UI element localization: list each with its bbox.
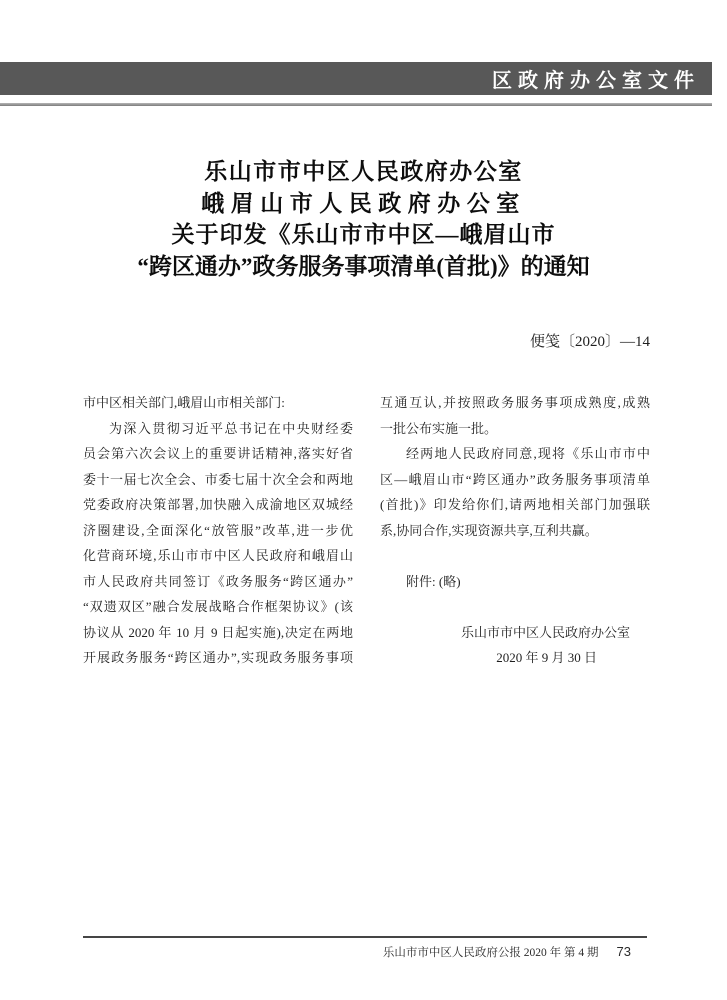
signature-date: 2020 年 9 月 30 日 [496, 650, 597, 665]
title-line-2: 峨眉山市人民政府办公室 [201, 190, 526, 216]
title-line-4: “跨区通办”政务服务事项清单(首批)》的通知 [137, 253, 590, 279]
banner-divider [0, 103, 712, 106]
body-line: 党委政府决策部署,加快融入成渝地区双城经 [83, 497, 353, 512]
document-number: 便笺〔2020〕—14 [529, 334, 650, 350]
header-banner [0, 62, 712, 95]
body-line: 委十一届七次全会、市委七届十次全会和两地 [83, 471, 353, 487]
body-line: 互通互认,并按照政务服务事项成熟度,成熟 [380, 395, 650, 410]
body-line: “双遗双区”融合发展战略合作框架协议》(该 [83, 599, 353, 614]
gazette-title: 乐山市市中区人民政府公报 2020 年 第 4 期 [382, 947, 599, 959]
body-line: 员会第六次会议上的重要讲话精神,落实好省 [83, 446, 353, 461]
body-line: (首批)》印发给你们,请两地相关部门加强联 [380, 497, 650, 512]
blank-line [380, 543, 650, 569]
left-column [83, 390, 353, 671]
title-line-3: 关于印发《乐山市市中区—峨眉山市 [171, 222, 556, 247]
body-line: 经两地人民政府同意,现将《乐山市市中 [406, 446, 650, 461]
attachment-note: 附件: (略) [406, 573, 461, 589]
banner-title: 区政府办公室文件 [492, 70, 700, 92]
body-line: 一批公布实施一批。 [380, 420, 498, 436]
body-line: 系,协同合作,实现资源共享,互利共赢。 [380, 522, 598, 538]
body-line: 为深入贯彻习近平总书记在中央财经委 [109, 420, 353, 436]
signature-office: 乐山市市中区人民政府办公室 [460, 624, 630, 640]
footer-divider [83, 936, 647, 938]
document-body [83, 390, 650, 671]
blank-line [380, 594, 650, 620]
page-footer [83, 944, 647, 960]
body-line: 市人民政府共同签订《政务服务“跨区通办” [83, 573, 353, 589]
page-number: 73 [616, 944, 631, 959]
body-line: 济圈建设,全面深化“放管服”改革,进一步优 [83, 522, 353, 538]
body-line: 协议从 2020 年 10 月 9 日起实施),决定在两地 [83, 624, 353, 640]
body-line: 区—峨眉山市“跨区通办”政务服务事项清单 [380, 471, 650, 487]
body-line: 化营商环境,乐山市市中区人民政府和峨眉山 [83, 548, 353, 563]
title-line-1: 乐山市市中区人民政府办公室 [204, 159, 523, 184]
right-column [380, 390, 650, 671]
body-line: 市中区相关部门,峨眉山市相关部门: [83, 395, 285, 410]
document-title [0, 156, 727, 282]
body-line: 开展政务服务“跨区通办”,实现政务服务事项 [83, 650, 353, 665]
